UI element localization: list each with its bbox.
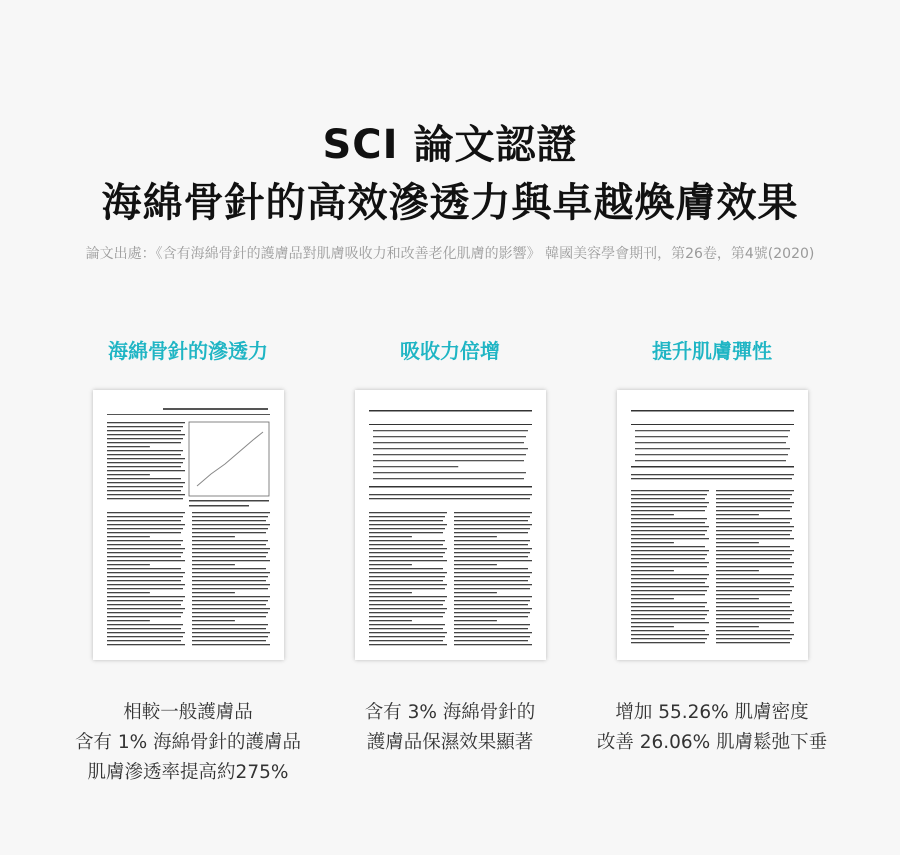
feature-title: 海綿骨針的滲透力	[108, 339, 268, 363]
feature-column-penetration	[38, 334, 338, 788]
feature-description	[38, 698, 338, 788]
paper-page-figure	[93, 390, 284, 660]
desc-line: 含有 3% 海綿骨針的	[364, 702, 536, 723]
paper-thumbnail-1	[93, 390, 284, 660]
feature-description	[300, 698, 600, 758]
desc-line: 護膚品保濕效果顯著	[366, 732, 534, 753]
desc-line: 含有 1% 海綿骨針的護膚品	[74, 732, 302, 753]
desc-line: 改善 26.06% 肌膚鬆弛下垂	[596, 732, 828, 753]
paper-thumbnail-3	[617, 390, 808, 660]
feature-column-absorption	[300, 334, 600, 758]
feature-title: 提升肌膚彈性	[652, 339, 772, 363]
source-citation: 論文出處：《含有海綿骨針的護膚品對肌膚吸收力和改善老化肌膚的影響》 韓國美容學會期刊，第26卷，第4號(2020)	[85, 246, 815, 262]
desc-line: 增加 55.26% 肌膚密度	[615, 702, 809, 723]
paper-page-table	[355, 390, 546, 660]
feature-column-elasticity	[562, 334, 862, 758]
paper-page-table	[617, 390, 808, 660]
paper-thumbnail-2	[355, 390, 546, 660]
title-block	[0, 118, 900, 230]
page-subtitle: 海綿骨針的高效滲透力與卓越煥膚效果	[101, 180, 799, 226]
desc-line: 相較一般護膚品	[123, 702, 253, 723]
desc-line: 肌膚滲透率提高約275%	[87, 762, 289, 783]
feature-title: 吸收力倍增	[400, 339, 500, 363]
page-title: SCI 論文認證	[322, 122, 578, 168]
feature-description	[562, 698, 862, 758]
